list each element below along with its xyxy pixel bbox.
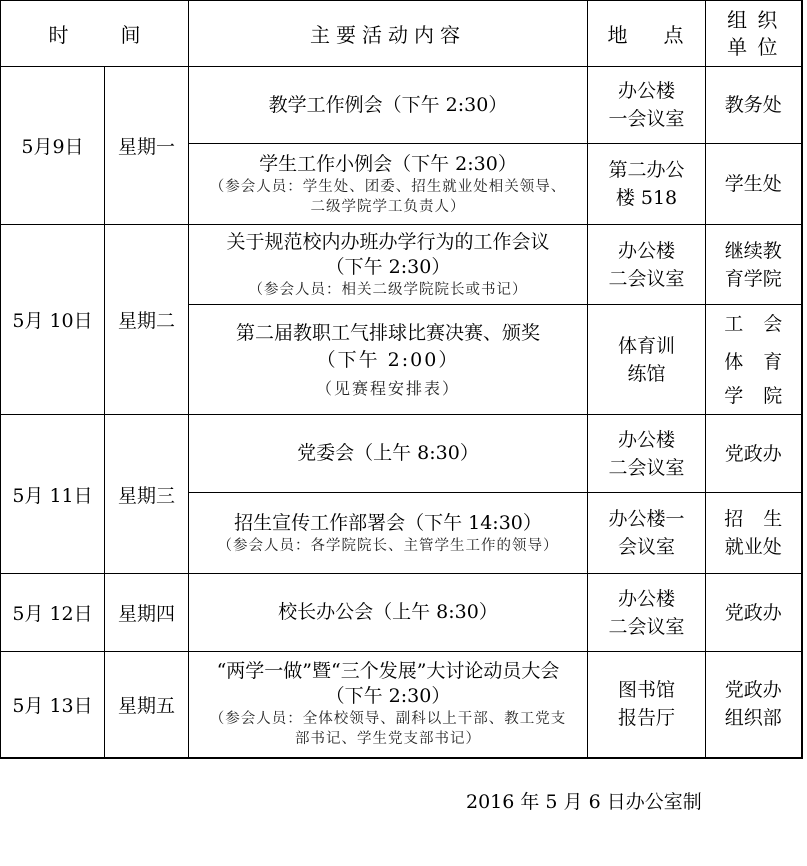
org-cell: 继续教 育学院 [706, 225, 802, 305]
header-org-line1: 组 织 [727, 7, 780, 32]
event-note: （参会人员：相关二级学院院长或书记） [248, 281, 528, 298]
table-row [1, 225, 802, 305]
weekday-cell: 星期五 [105, 652, 189, 758]
location-cell: 办公楼 二会议室 [588, 225, 706, 305]
location-cell: 办公楼一 会议室 [588, 493, 706, 574]
location-cell: 办公楼 二会议室 [588, 574, 706, 652]
footer-issuer-date: 2016 年 5 月 6 日办公室制 [466, 791, 702, 813]
org-line: 工 会 [724, 312, 783, 335]
weekday-cell: 星期一 [105, 67, 189, 225]
event-cell [189, 305, 588, 415]
org-cell: 党政办 [706, 415, 802, 493]
org-cell: 教务处 [706, 67, 802, 144]
location-cell: 体育训 练馆 [588, 305, 706, 415]
header-location [588, 1, 706, 67]
header-org [706, 1, 802, 67]
table-row [1, 415, 802, 493]
event-note: （参会人员：各学院院长、主管学生工作的领导） [217, 537, 559, 554]
table-row [1, 67, 802, 144]
table-row [1, 652, 802, 758]
event-time: （下午 2:00） [316, 348, 460, 371]
org-line: 就业处 [724, 536, 782, 558]
location-cell: 图书馆 报告厅 [588, 652, 706, 758]
event-note: （见赛程安排表） [315, 378, 460, 398]
event-cell [189, 144, 588, 225]
event-cell [189, 574, 588, 652]
event-cell [189, 415, 588, 493]
org-cell [706, 493, 802, 574]
header-time-b: 间 [120, 23, 141, 47]
org-line: 学 院 [724, 384, 783, 407]
date-cell: 5月 10日 [1, 225, 105, 415]
weekday-cell: 星期二 [105, 225, 189, 415]
weekday-cell: 星期三 [105, 415, 189, 574]
org-line: 招 生 [724, 508, 783, 530]
event-time: （下午 2:30） [325, 255, 451, 278]
header-content: 主要活动内容 [189, 1, 588, 67]
org-line: 体 育 [724, 350, 783, 373]
table-row [1, 574, 802, 652]
event-note: （参会人员：全体校领导、副科以上干部、教工党支部书记、学生党支部书记） [209, 711, 567, 748]
event-cell [189, 225, 588, 305]
date-cell: 5月9日 [1, 67, 105, 225]
date-cell: 5月 12日 [1, 574, 105, 652]
location-cell: 第二办公 楼 518 [588, 144, 706, 225]
event-title: 校长办公会（上午 8:30） [278, 601, 498, 623]
event-title: “两学一做”暨“三个发展”大讨论动员大会（下午 2:30） [216, 660, 560, 708]
header-time [1, 1, 189, 67]
event-note: （参会人员：学生处、团委、招生就业处相关领导、二级学院学工负责人） [209, 178, 567, 215]
event-title: 招生宣传工作部署会（下午 14:30） [234, 511, 542, 534]
event-cell [189, 652, 588, 758]
header-location-b: 点 [663, 23, 686, 47]
org-cell: 党政办 [706, 574, 802, 652]
event-title: 学生工作小例会（下午 2:30） [259, 152, 517, 175]
event-title: 教学工作例会（下午 2:30） [268, 93, 508, 116]
weekday-cell: 星期四 [105, 574, 189, 652]
header-time-a: 时 [48, 23, 69, 47]
header-row [1, 1, 802, 67]
event-title: 第二届教职工气排球比赛决赛、颁奖 [235, 321, 540, 344]
event-cell [189, 67, 588, 144]
event-title: 关于规范校内办班办学行为的工作会议 [226, 230, 550, 253]
event-title: 党委会（上午 8:30） [297, 442, 479, 464]
event-cell [189, 493, 588, 574]
location-cell: 办公楼 一会议室 [588, 67, 706, 144]
date-cell: 5月 11日 [1, 415, 105, 574]
org-cell [706, 305, 802, 415]
header-location-a: 地 [607, 23, 630, 47]
header-org-line2: 单 位 [727, 34, 780, 59]
org-cell: 党政办 组织部 [706, 652, 802, 758]
date-cell: 5月 13日 [1, 652, 105, 758]
org-cell: 学生处 [706, 144, 802, 225]
location-cell: 办公楼 二会议室 [588, 415, 706, 493]
